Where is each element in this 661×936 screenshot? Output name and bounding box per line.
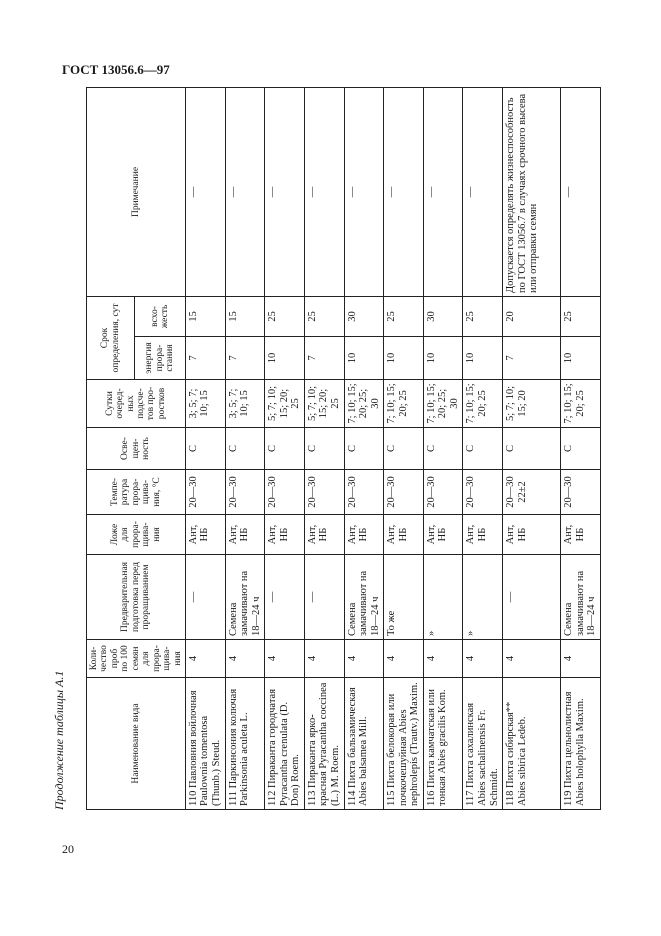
cell-name: 113 Пираканта ярко-красная Pyracantha coccinea (L.) M. Roem. [304, 678, 344, 810]
cell-germ: 30 [344, 296, 384, 336]
table-row [185, 87, 225, 809]
cell-light: С [463, 428, 503, 470]
cell-days: 7; 10; 15; 20; 25 [463, 380, 503, 428]
table-row [265, 87, 305, 809]
cell-bed: Ант, НБ [225, 515, 265, 555]
header-germ: всхо- жесть [135, 296, 186, 336]
cell-light: С [225, 428, 265, 470]
table-row [384, 87, 424, 809]
cell-days: 7; 10; 15; 20; 25 [384, 380, 424, 428]
cell-note: — [265, 87, 305, 296]
cell-germ: 30 [423, 296, 463, 336]
cell-note: — [225, 87, 265, 296]
cell-qty: 4 [423, 640, 463, 678]
cell-days: 3; 5; 7; 10; 15 [185, 380, 225, 428]
table-row [503, 87, 561, 809]
cell-note: — [304, 87, 344, 296]
table-row [561, 87, 601, 809]
cell-light: С [423, 428, 463, 470]
cell-light: С [265, 428, 305, 470]
table-row [225, 87, 265, 809]
cell-germ: 25 [384, 296, 424, 336]
cell-germ: 25 [304, 296, 344, 336]
cell-name: 117 Пихта сахалинская Abies sachalinensis Fr. Schmidt. [463, 678, 503, 810]
cell-light: С [185, 428, 225, 470]
cell-note: — [463, 87, 503, 296]
cell-qty: 4 [463, 640, 503, 678]
header-name: Наименование вида [87, 678, 186, 810]
cell-name: 115 Пихта белокорая или почкочешуйная Abies nephrolepis (Trautv.) Maxim. [384, 678, 424, 810]
cell-name: 114 Пихта бальзамическая Abies balsamea Mill. [344, 678, 384, 810]
cell-light: С [561, 428, 601, 470]
header-bed: Ложе для прора- щива- ния [87, 515, 186, 555]
cell-prep: То же [384, 555, 424, 640]
cell-energy: 7 [304, 337, 344, 380]
table-row [304, 87, 344, 809]
cell-prep: » [423, 555, 463, 640]
cell-bed: Ант, НБ [344, 515, 384, 555]
cell-germ: 15 [225, 296, 265, 336]
cell-energy: 7 [185, 337, 225, 380]
cell-bed: Ант, НБ [384, 515, 424, 555]
rotated-table [86, 88, 598, 810]
cell-light: С [344, 428, 384, 470]
cell-qty: 4 [185, 640, 225, 678]
cell-bed: Ант, НБ [561, 515, 601, 555]
cell-prep: — [503, 555, 561, 640]
cell-name: 116 Пихта камчатская или тонкая Abies gracilis Kom. [423, 678, 463, 810]
cell-prep: » [463, 555, 503, 640]
cell-temp: 20—30 [185, 470, 225, 515]
cell-note: Допускается определять жизнеспособность по ГОСТ 13056.7 в случаях срочного высева или отправки семян [503, 87, 561, 296]
cell-qty: 4 [344, 640, 384, 678]
cell-light: С [304, 428, 344, 470]
page-number: 20 [62, 842, 74, 856]
cell-temp: 20—30 [344, 470, 384, 515]
cell-days: 7; 10; 15; 20; 25; 30 [344, 380, 384, 428]
cell-temp: 20—30 [265, 470, 305, 515]
cell-days: 3; 5; 7; 10; 15 [225, 380, 265, 428]
cell-note: — [185, 87, 225, 296]
cell-temp: 20—30 [384, 470, 424, 515]
cell-note: — [384, 87, 424, 296]
cell-bed: Ант, НБ [185, 515, 225, 555]
cell-temp: 20—30 [225, 470, 265, 515]
header-temp: Темпе- ратура прора- щива- ния, °С [87, 470, 186, 515]
cell-note: — [344, 87, 384, 296]
cell-name: 118 Пихта сибирская** Abies sibirica Ledeb. [503, 678, 561, 810]
cell-prep: — [265, 555, 305, 640]
cell-germ: 15 [185, 296, 225, 336]
cell-qty: 4 [265, 640, 305, 678]
cell-qty: 4 [503, 640, 561, 678]
cell-days: 5; 7; 10; 15; 20; 25 [265, 380, 305, 428]
header-energy: энергия прора- стания [135, 337, 186, 380]
cell-energy: 10 [423, 337, 463, 380]
cell-energy: 10 [384, 337, 424, 380]
table-row [423, 87, 463, 809]
cell-light: С [384, 428, 424, 470]
table-body [185, 87, 600, 809]
cell-germ: 25 [463, 296, 503, 336]
cell-energy: 10 [463, 337, 503, 380]
cell-qty: 4 [384, 640, 424, 678]
cell-qty: 4 [561, 640, 601, 678]
cell-qty: 4 [304, 640, 344, 678]
cell-temp: 20—30 [423, 470, 463, 515]
cell-germ: 20 [503, 296, 561, 336]
cell-energy: 10 [561, 337, 601, 380]
cell-temp: 20—30 22±2 [503, 470, 561, 515]
cell-note: — [423, 87, 463, 296]
cell-prep: Семена замачивают на 18—24 ч [344, 555, 384, 640]
cell-days: 7; 10; 15; 20; 25; 30 [423, 380, 463, 428]
header-prep: Предварительная подготовка перед проращиванием [87, 555, 186, 640]
header-period: Срок определения, сут [87, 296, 135, 379]
cell-bed: Ант, НБ [423, 515, 463, 555]
cell-days: 5; 7; 10; 15; 20 [503, 380, 561, 428]
cell-name: 111 Паркинсония колючая Parkinsonia aculeta L. [225, 678, 265, 810]
header-light: Осве- щен- ность [87, 428, 186, 470]
cell-prep: — [304, 555, 344, 640]
cell-temp: 20—30 [561, 470, 601, 515]
cell-energy: 7 [503, 337, 561, 380]
cell-energy: 10 [265, 337, 305, 380]
cell-prep: — [185, 555, 225, 640]
cell-bed: Ант, НБ [304, 515, 344, 555]
header-qty: Коли- чество проб по 100 семян для прора- щива- ния [87, 640, 186, 678]
cell-note: — [561, 87, 601, 296]
cell-temp: 20—30 [304, 470, 344, 515]
table-row [344, 87, 384, 809]
cell-energy: 7 [225, 337, 265, 380]
cell-light: С [503, 428, 561, 470]
header-note: Примечание [87, 87, 186, 296]
table-caption: Продолжение таблицы А.1 [52, 670, 66, 810]
cell-qty: 4 [225, 640, 265, 678]
cell-energy: 10 [344, 337, 384, 380]
cell-prep: Семена замачивают на 18—24 ч [225, 555, 265, 640]
cell-days: 7; 10; 15; 20; 25 [561, 380, 601, 428]
cell-name: 110 Павловния войлочная Paulownia tomentosa (Thunb.) Steud. [185, 678, 225, 810]
cell-temp: 20—30 [463, 470, 503, 515]
cell-germ: 25 [265, 296, 305, 336]
cell-name: 112 Пираканта городчатая Pyracantha crenulata (D. Don) Roem. [265, 678, 305, 810]
standard-header: ГОСТ 13056.6—97 [62, 62, 170, 77]
cell-prep: Семена замачивают на 18—24 ч [561, 555, 601, 640]
species-table [86, 87, 601, 810]
cell-bed: Ант, НБ [265, 515, 305, 555]
cell-bed: Ант, НБ [503, 515, 561, 555]
cell-days: 5; 7; 10; 15; 20; 25 [304, 380, 344, 428]
cell-bed: Ант, НБ [463, 515, 503, 555]
cell-germ: 25 [561, 296, 601, 336]
header-days: Сутки очеред- ных подсче- тов про- ростков [87, 380, 186, 428]
table-row [463, 87, 503, 809]
cell-name: 119 Пихта цельнолистная Abies holophylla Maxim. [561, 678, 601, 810]
